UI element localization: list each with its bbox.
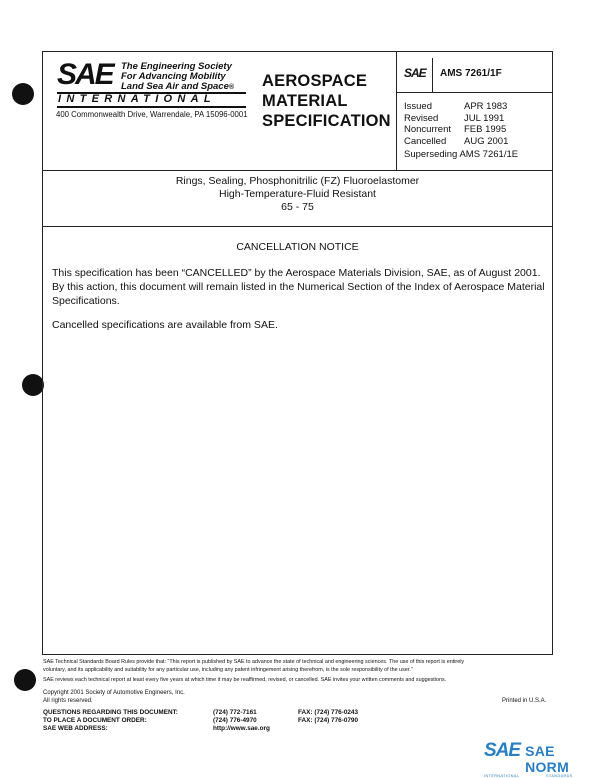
- spec-title: [262, 71, 391, 131]
- subject-line-2: High-Temperature-Fluid Resistant: [219, 188, 376, 200]
- spec-title-line-2: MATERIAL: [262, 92, 348, 110]
- header-divider-vertical: [396, 51, 397, 170]
- contact-web[interactable]: http://www.sae.org: [213, 724, 270, 732]
- date-label: Cancelled: [404, 135, 447, 147]
- contact-phone: (724) 776-4970: [213, 716, 257, 724]
- contact-fax: FAX: (724) 776-0790: [298, 716, 359, 724]
- date-value: FEB 1995: [464, 124, 507, 135]
- date-label: Noncurrent: [404, 124, 451, 135]
- date-value: APR 1983: [464, 101, 508, 112]
- cancellation-paragraph: [52, 266, 547, 308]
- rules-line-1: SAE Technical Standards Board Rules provide that: “This report is published by SAE to advance the state of technical and engineering sciences. The use of this report is entirely: [43, 659, 465, 665]
- copyright-line-1: Copyright 2001 Society of Automotive Engineers, Inc.: [43, 690, 185, 696]
- tagline-line-2: For Advancing Mobility: [121, 71, 226, 82]
- tsb-rules: [43, 659, 553, 674]
- date-label: Issued: [404, 101, 432, 112]
- doc-logo: SAE: [404, 66, 426, 80]
- review-note: SAE reviews each technical report at least every five years at which time it may be reaffirmed, revised, or cancelled. SAE invites your written comments and suggestions.: [43, 677, 447, 683]
- date-value: JUL 1991: [464, 112, 505, 124]
- copyright: [43, 690, 185, 705]
- paragraph-line-1: This specification has been “CANCELLED” by the Aerospace Materials Division, SAE, as of August 2001.: [52, 267, 541, 279]
- international-label: INTERNATIONAL: [58, 93, 216, 105]
- punch-hole-bottom: [14, 669, 36, 691]
- paragraph-line-3: Specifications.: [52, 295, 120, 307]
- date-row-noncurrent: [404, 124, 544, 136]
- subject-bottom-rule: [42, 226, 553, 227]
- doc-number: AMS 7261/1F: [440, 68, 502, 79]
- paragraph-line-2: By this action, this document will remain listed in the Numerical Section of the Index of Aerospace Material: [52, 281, 545, 293]
- copyright-line-2: All rights reserved.: [43, 697, 93, 704]
- date-label: Revised: [404, 112, 439, 124]
- spec-title-line-3: SPECIFICATION: [262, 112, 391, 130]
- superseding-note: Superseding AMS 7261/1E: [404, 149, 519, 160]
- date-row-issued: [404, 101, 544, 113]
- subject-line-1: Rings, Sealing, Phosphonitrilic (FZ) Fluoroelastomer: [175, 175, 420, 187]
- cancellation-heading: CANCELLATION NOTICE: [236, 241, 359, 253]
- contact-table: [43, 709, 358, 732]
- contact-phone: (724) 772-7161: [213, 709, 257, 716]
- printed-in: Printed in U.S.A.: [502, 698, 547, 704]
- punch-hole-middle: [22, 374, 44, 396]
- tagline-line-3: Land Sea Air and Space®: [121, 81, 235, 92]
- doc-number-rule: [396, 92, 553, 93]
- date-row-cancelled: [404, 136, 544, 148]
- contact-row: [43, 709, 358, 717]
- contact-fax: FAX: (724) 776-0243: [298, 709, 359, 716]
- watermark-sub-right: STANDARDS: [546, 774, 573, 778]
- contact-label: SAE WEB ADDRESS:: [43, 724, 108, 732]
- watermark-brand: SAE NORM: [525, 743, 570, 775]
- date-table: [404, 101, 544, 147]
- watermark-sub-left: INTERNATIONAL: [484, 774, 520, 778]
- intl-rule-bottom: [57, 106, 246, 108]
- sae-norm-watermark: [484, 740, 600, 778]
- contact-label: QUESTIONS REGARDING THIS DOCUMENT:: [43, 709, 178, 716]
- subject-line-3: 65 - 75: [281, 201, 314, 213]
- sae-logo: SAE: [57, 58, 113, 91]
- sae-address: 400 Commonwealth Drive, Warrendale, PA 15096-0001: [56, 110, 248, 119]
- contact-row: [43, 717, 358, 725]
- doc-number-divider: [432, 58, 433, 92]
- punch-hole-top: [12, 83, 34, 105]
- watermark-logo: SAE: [484, 740, 521, 761]
- availability-note: Cancelled specifications are available from SAE.: [52, 319, 278, 331]
- rules-line-2: voluntary, and its applicability and suitability for any particular use, including any patent infringement arising therefrom, is the sole responsibility of the user.”: [43, 666, 413, 673]
- tagline-line-1: The Engineering Society: [121, 61, 232, 72]
- subject-block: [42, 175, 553, 214]
- date-value: AUG 2001: [464, 135, 509, 147]
- registered-mark: ®: [228, 84, 235, 91]
- sae-tagline: [121, 62, 234, 93]
- spec-title-line-1: AEROSPACE: [262, 72, 368, 90]
- date-row-revised: [404, 113, 544, 125]
- header-bottom-rule: [42, 170, 553, 171]
- contact-label: TO PLACE A DOCUMENT ORDER:: [43, 716, 147, 724]
- contact-row: [43, 725, 358, 733]
